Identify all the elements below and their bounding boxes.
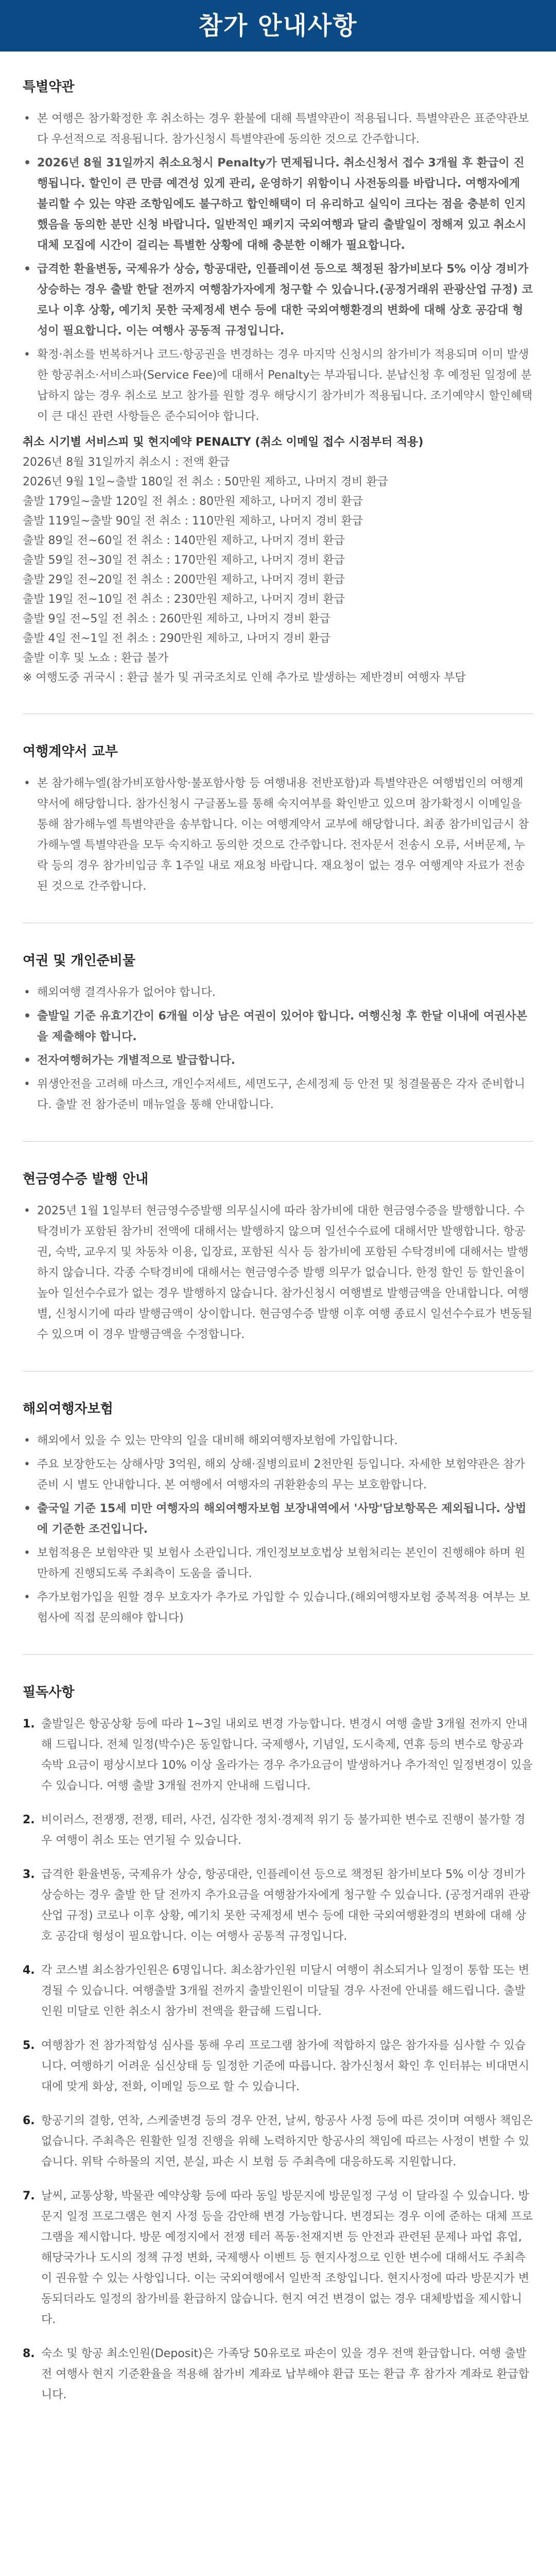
notes-item-number: 4.	[23, 1964, 35, 1977]
contract-item-1: • 본 참가해누엘(참가비포함사항·불포함사항 등 여행내용 전반포함)과 특별약관은 여행법인의 여행계약서에 해당합니다. 참가신청시 구글폼노를 통해 숙지여부를 확인받고 있으며 참가확정시 이메일을 통해 참가해누엘 특별약관을 송부합니다. 이는 여행계약서 교부에 해당합니다. 최종 참가비입금시 참가해누엘 특별약관을 모두 숙지하고 동의한 것으로 간주합니다. 전자문서 전송시 오류, 서버문제, 누락 등의 경우 참가비입금 후 1주일 내로 재요청 바랍니다. 재요청이 없는 경우 여행계약 자료가 전송된 것으로 간주합니다.	[23, 773, 533, 897]
special-item-4: • 확정·취소를 번복하거나 코드·항공권을 변경하는 경우 마지막 신청시의 참가비가 적용되며 이미 발생한 항공취소·서비스파(Service Fee)에 대해서 Penalty는 부과됩니다. 분납신청 후 예정된 일정에 분납하지 않는 경우 취소로 보고 참가를 원할 경우 해당시기 참가비가 적용됩니다. 조기예약시 할인혜택이 큰 대신 관련 사항들은 준수되어야 합니다.	[23, 345, 533, 427]
section-divider	[23, 1654, 533, 1655]
penalty-line: 출발 4일 전~1일 전 취소 : 290만원 제하고, 나머지 경비 환급	[23, 632, 331, 645]
section-title-special: 특별약관	[23, 79, 75, 95]
penalty-line: 출발 89일 전~60일 전 취소 : 140만원 제하고, 나머지 경비 환급	[23, 534, 345, 547]
notes-item-text: 항공기의 결항, 연착, 스케줄변경 등의 경우 안전, 날씨, 항공사 사정 등에 따른 것이며 여행사 책임은 없습니다. 주최측은 원활한 일정 진행을 위해 노력하지만 항공사의 책임에 따르는 사정이 변할 수 있습니다. 위탁 수하물의 지연, 분실, 파손 시 보험 등 주최측에 대응하도록 지원합니다.	[41, 2114, 533, 2168]
penalty-title: 취소 시기별 서비스피 및 현지예약 PENALTY (취소 이메일 접수 시점부터 적용)	[23, 436, 424, 449]
passport-item-1: • 해외여행 결격사유가 없어야 합니다.	[23, 982, 533, 1003]
contract-list	[23, 773, 533, 897]
special-item-1: • 본 여행은 참가확정한 후 취소하는 경우 환불에 대해 특별약관이 적용됩니다. 특별약관은 표준약관보다 우선적으로 적용됩니다. 참가신청시 특별약관에 동의한 것으로 간주합니다.	[23, 109, 533, 150]
penalty-line: 출발 29일 전~20일 전 취소 : 200만원 제하고, 나머지 경비 환급	[23, 573, 345, 586]
penalty-line: 출발 59일 전~30일 전 취소 : 170만원 제하고, 나머지 경비 환급	[23, 554, 345, 567]
notes-item-number: 7.	[23, 2190, 35, 2202]
penalty-line: 출발 9일 전~5일 전 취소 : 260만원 제하고, 나머지 경비 환급	[23, 613, 331, 625]
passport-item-3: • 전자여행허가는 개별적으로 발급합니다.	[23, 1050, 533, 1071]
notes-item	[23, 1960, 533, 2022]
insurance-item-5: • 추가보험가입을 원할 경우 보호자가 추가로 가입할 수 있습니다.(해외여행자보험 중복적용 여부는 보험사에 직접 문의해야 합니다)	[23, 1587, 533, 1629]
section-title-passport: 여권 및 개인준비물	[23, 953, 136, 969]
notes-item-text: 출발일은 항공상황 등에 따라 1~3일 내외로 변경 가능합니다. 변경시 여행 출발 3개월 전까지 안내해 드립니다. 전체 일정(박수)은 동일합니다. 국제행사, 기념일, 도시축제, 연휴 등의 변수로 항공과 숙박 요금이 평상시보다 10% 이상 올라가는 경우 추가요금이 발생하거나 추가적인 일정변경이 있을 수 있습니다. 여행 출발 3개월 전까지 안내해 드립니다.	[41, 1718, 533, 1792]
penalty-line: 2026년 8월 31일까지 취소시 : 전액 환급	[23, 456, 230, 469]
insurance-item-2: • 주요 보장한도는 상해사망 3억원, 해외 상해·질병의료비 2천만원 등입니다. 자세한 보험약관은 참가준비 시 별도 안내합니다. 본 여행에서 여행자의 귀환환송의 무는 보호함합니다.	[23, 1454, 533, 1496]
page-header	[0, 0, 556, 52]
section-title-notes: 필독사항	[23, 1685, 75, 1700]
section-title-receipt: 현금영수증 발행 안내	[23, 1172, 149, 1187]
insurance-item-1: • 해외에서 있을 수 있는 만약의 일을 대비해 해외여행자보험에 가입합니다.	[23, 1431, 533, 1451]
penalty-note: ※ 여행도중 귀국시 : 환급 불가 및 귀국조치로 인해 추가로 발생하는 제반경비 여행자 부담	[23, 671, 466, 684]
section-title-contract: 여행계약서 교부	[23, 744, 118, 759]
section-divider	[23, 1141, 533, 1142]
notes-item-number: 8.	[23, 2347, 35, 2360]
penalty-line: 출발 이후 및 노쇼 : 환급 불가	[23, 652, 169, 665]
special-item-3: • 급격한 환율변동, 국제유가 상승, 항공대란, 인플레이션 등으로 책정된 참가비보다 5% 이상 경비가 상승하는 경우 출발 한달 전까지 여행참가자에게 청구할 수 있습니다.(공정거래위 관광산업 규정) 코로나 이후 상황, 예기치 못한 국제정세 변수 등에 대한 국외여행환경의 변화에 대해 상호 공감대 형성이 필요합니다. 이는 여행사 공동적 규정입니다.	[23, 259, 533, 342]
insurance-list	[23, 1431, 533, 1629]
notes-item	[23, 1810, 533, 1851]
notes-item	[23, 2111, 533, 2173]
insurance-item-3: • 출국일 기준 15세 미만 여행자의 해외여행자보험 보장내역에서 '사망'담보항목은 제외됩니다. 상법에 기준한 조건입니다.	[23, 1499, 533, 1540]
page-title: 참가 안내사항	[198, 11, 358, 40]
notes-item-text: 각 코스별 최소참가인원은 6명입니다. 최소참가인원 미달시 여행이 취소되거나 일정이 통합 또는 변경될 수 있습니다. 여행출발 3개월 전까지 출발인원이 미달될 경우 사전에 안내를 해드립니다. 출발인원 미달로 인한 취소시 참가비 전액을 환급해 드립니다.	[41, 1964, 529, 2018]
penalty-line: 2026년 9월 1일~출발 180일 전 취소 : 50만원 제하고, 나머지 경비 환급	[23, 476, 389, 488]
notes-item-number: 5.	[23, 2039, 35, 2052]
insurance-item-4: • 보험적용은 보험약관 및 보험사 소관입니다. 개인정보보호법상 보험처리는 본인이 진행해야 하며 원만하게 진행되도록 주최측이 도움을 줍니다.	[23, 1543, 533, 1584]
notes-item	[23, 2186, 533, 2330]
receipt-item-1: • 2025년 1월 1일부터 현금영수증발행 의무실시에 따라 참가비에 대한 현금영수증을 발행합니다. 수탁경비가 포함된 참가비 전액에 대해서는 발행하지 않으며 일선수수료에 대해서만 발행합니다. 항공권, 숙박, 교우지 및 차동차 이용, 입장료, 포함된 식사 등 참가비에 포함된 수탁경비에 대해서는 발행하지 않습니다. 각종 수탁경비에 대해서는 현금영수증 발행 의무가 없습니다. 한정 할인 등 할인율이 높아 일선수수료가 없는 경우 발행하지 않습니다. 참가신청시 여행별로 발행금액을 안내합니다. 여행별, 신청시기에 따라 발행금액이 상이합니다. 현금영수증 발행 이후 여행 종료시 일선수수료가 변동될 수 있으며 이 경우 발행금액을 수정합니다.	[23, 1201, 533, 1345]
notes-item	[23, 1714, 533, 1797]
section-title-insurance: 해외여행자보험	[23, 1401, 113, 1417]
notes-item-text: 급격한 환율변동, 국제유가 상승, 항공대란, 인플레이션 등으로 책정된 참가비보다 5% 이상 경비가 상승하는 경우 출발 한 달 전까지 추가요금을 여행참가자에게 청구할 수 있습니다. (공정거래위 관광산업 규정) 코로나 이후 상황, 예기치 못한 국제정세 변수 등에 대한 국외여행환경의 변화에 대해 상호 공감대 형성이 필요합니다. 이는 여행사 공통적 규정입니다.	[41, 1868, 530, 1943]
notes-item-text: 날씨, 교통상황, 박물관 예약상황 등에 따라 동일 방문지에 방문일정 구성 이 달라질 수 있습니다. 방문지 일정 프로그램은 현지 사정 등을 감안해 변경 가능합니다. 변경되는 경우 이에 준하는 대체 프로그램을 제시합니다. 방문 예정지에서 전쟁 테러 폭동·천재지변 등 안전과 관련된 문제나 파업 휴업, 해당국가나 도시의 정책 규정 변화, 국제행사 이벤트 등 현지사정으로 인한 변수에 대해서도 주최측이 권유할 수 있는 사항입니다. 이는 국외여행에서 일반적 조항입니다. 현지사정에 따라 방문지가 변동되더라도 일정의 참가비를 환급하지 않습니다. 현지 여건 변경이 없는 경우 대체방법을 제시합니다.	[41, 2190, 533, 2326]
penalty-line: 출발 119일~출발 90일 전 취소 : 110만원 제하고, 나머지 경비 환급	[23, 515, 363, 528]
receipt-list	[23, 1201, 533, 1345]
content	[0, 76, 556, 2405]
notes-item	[23, 2344, 533, 2405]
notes-item-text: 숙소 및 항공 최소인원(Deposit)은 가족당 50유로로 파손이 있을 경우 전액 환급합니다. 여행 출발 전 여행사 현지 기준환율을 적용해 참가비 계좌로 납부해야 환급 또는 환급 후 참가자 계좌로 환급합니다.	[41, 2347, 529, 2401]
passport-list	[23, 982, 533, 1115]
notes-item-number: 3.	[23, 1868, 35, 1881]
notes-item-number: 6.	[23, 2114, 35, 2127]
notes-item	[23, 2036, 533, 2097]
notes-list	[23, 1714, 533, 2405]
passport-item-2: • 출발일 기준 유효기간이 6개월 이상 남은 여권이 있어야 합니다. 여행신청 후 한달 이내에 여권사본을 제출해야 합니다.	[23, 1006, 533, 1047]
special-item-2: • 2026년 8월 31일까지 취소요청시 Penalty가 면제됩니다. 취소신청서 접수 3개월 후 환급이 진행됩니다. 할인이 큰 만큼 예견성 있게 관리, 운영하기 위함이니 사전동의를 바랍니다. 여행자에게 불리할 수 있는 약관 조항임에도 불구하고 합인해택이 더 유리하고 실익이 크다는 점을 충분히 인지했음을 동의한 분만 신청 바랍니다. 일반적인 패키지 국외여행과 달리 출발일이 정해져 있고 취소시 대체 모집에 시간이 걸리는 특별한 상황에 대해 충분한 이해가 필요합니다.	[23, 153, 533, 256]
special-list	[23, 109, 533, 427]
penalty-line: 출발 19일 전~10일 전 취소 : 230만원 제하고, 나머지 경비 환급	[23, 593, 345, 606]
passport-item-4: • 위생안전을 고려해 마스크, 개인수저세트, 세면도구, 손세정제 등 안전 및 청결물품은 각자 준비합니다. 출발 전 참가준비 매뉴얼을 통해 안내합니다.	[23, 1074, 533, 1115]
notes-item-number: 1.	[23, 1718, 35, 1731]
notes-item-text: 비이러스, 전쟁쟁, 전쟁, 테러, 사건, 심각한 정치·경제적 위기 등 불가피한 변수로 진행이 불가할 경우 여행이 취소 또는 연기될 수 있습니다.	[41, 1814, 526, 1847]
penalty-line: 출발 179일~출발 120일 전 취소 : 80만원 제하고, 나머지 경비 환급	[23, 495, 363, 508]
notes-item	[23, 1865, 533, 1947]
notes-item-text: 여행참가 전 참가적합성 심사를 통해 우리 프로그램 참가에 적합하지 않은 참가자를 심사할 수 있습니다. 여행하기 어려운 심신상태 등 일정한 기준에 따릅니다. 참가신청서 확인 후 인터뷰는 비대면시대에 맞게 화상, 전화, 이메일 등으로 할 수 있습니다.	[41, 2039, 529, 2093]
notes-item-number: 2.	[23, 1814, 35, 1826]
